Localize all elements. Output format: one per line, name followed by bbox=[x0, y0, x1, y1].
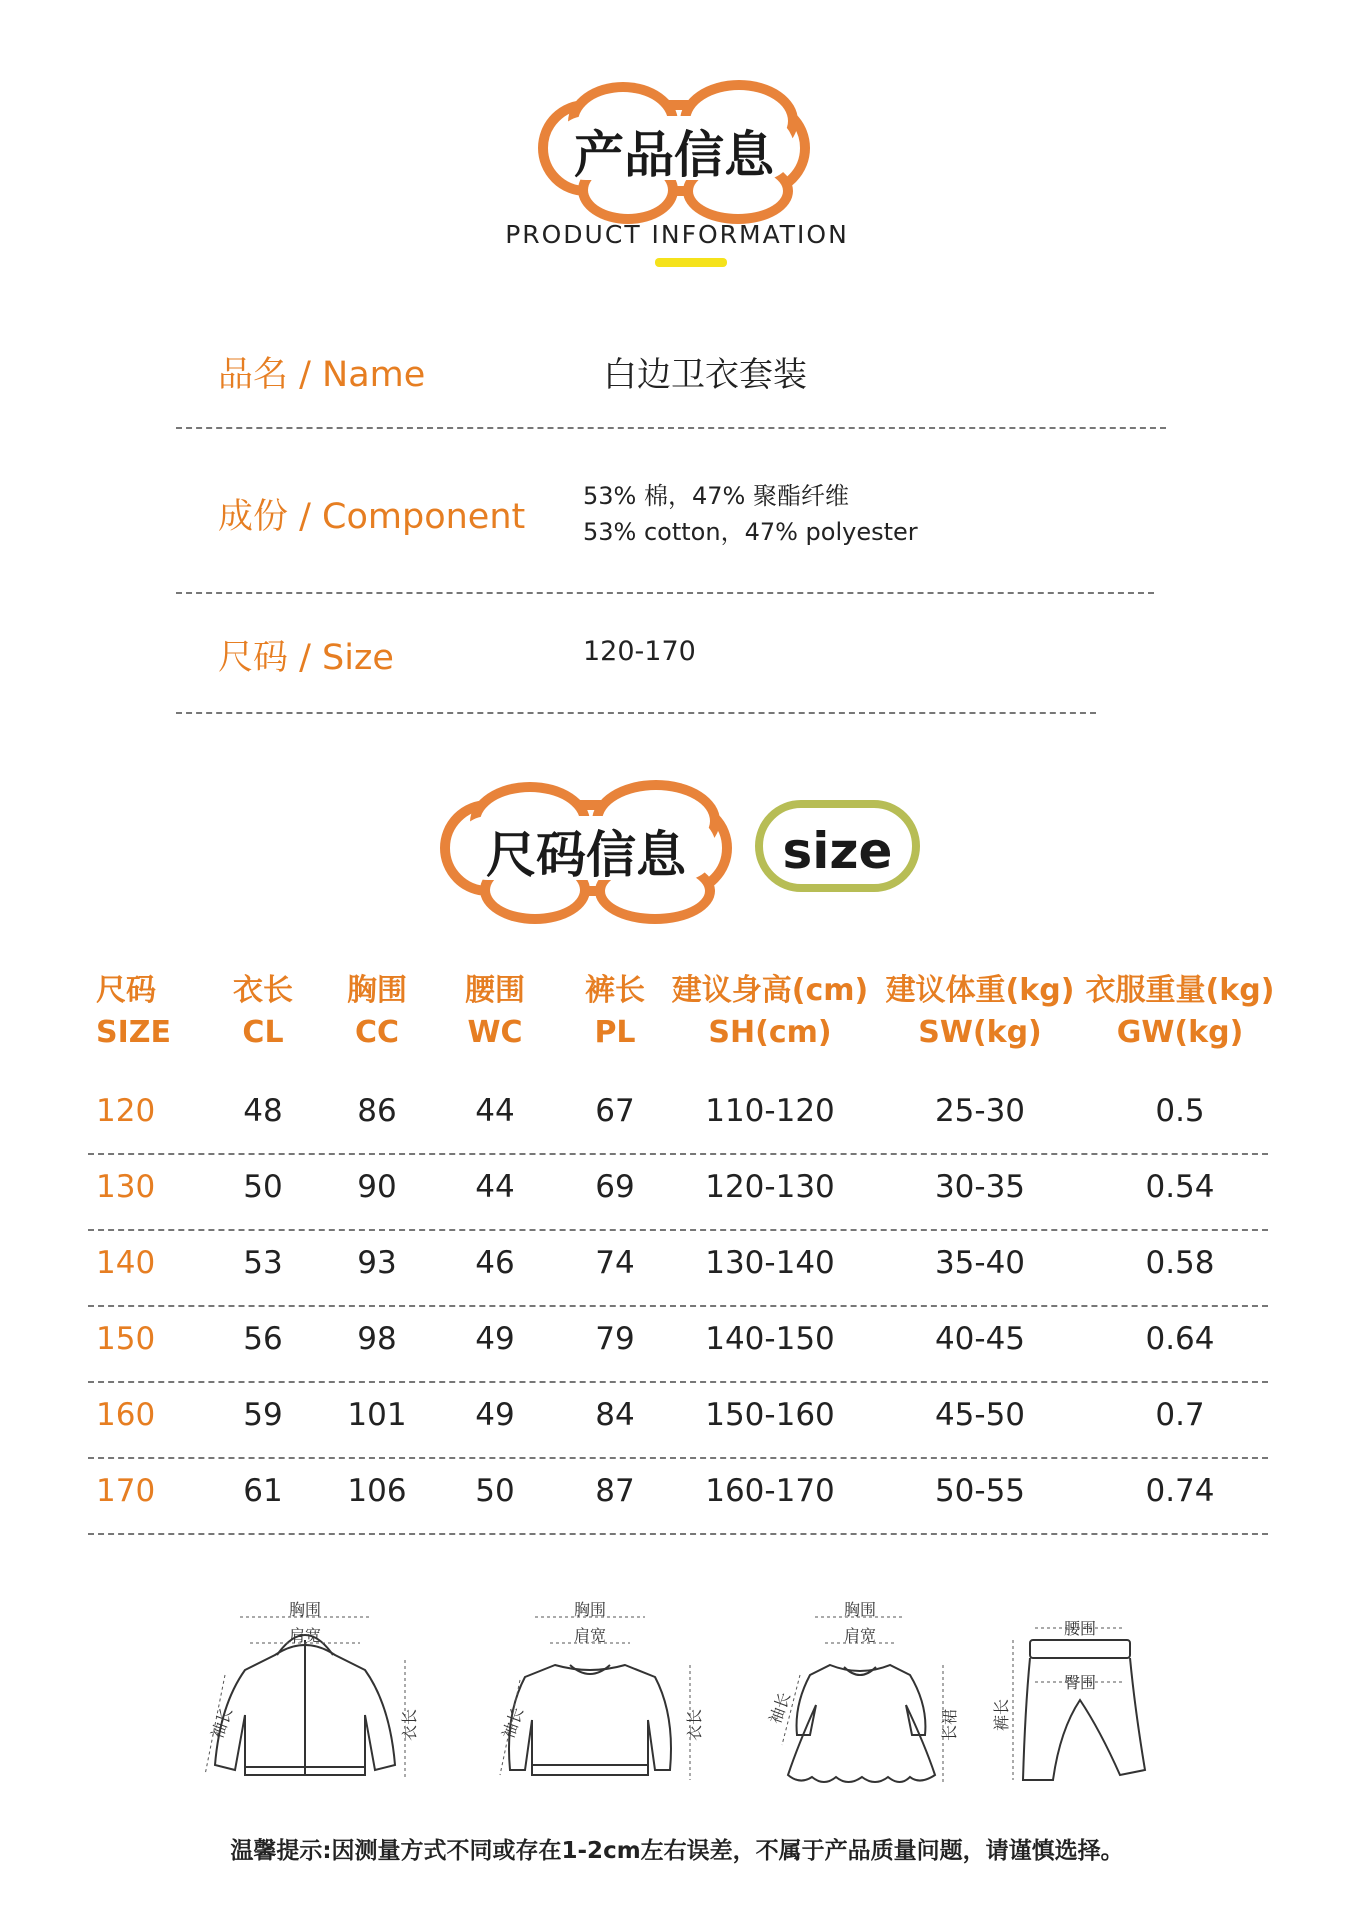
sweater-sleeve-label: 袖长 bbox=[498, 1704, 528, 1742]
table-cell: 61 bbox=[243, 1473, 283, 1509]
size-value: 120-170 bbox=[583, 636, 696, 667]
table-header bbox=[665, 970, 875, 1054]
table-header bbox=[440, 970, 550, 1054]
dress-shoulder-label: 肩宽 bbox=[843, 1626, 877, 1645]
table-cell-size: 130 bbox=[96, 1169, 156, 1205]
table-cell-size: 160 bbox=[96, 1397, 156, 1433]
dress-diagram bbox=[760, 1595, 960, 1795]
component-value-cn: 53% 棉，47% 聚酯纤维 bbox=[583, 482, 849, 510]
table-cell: 0.5 bbox=[1155, 1093, 1205, 1129]
table-cell: 40-45 bbox=[934, 1321, 1026, 1357]
product-info-title: 产品信息 bbox=[574, 126, 774, 184]
table-cell: 98 bbox=[357, 1321, 397, 1357]
table-header bbox=[560, 970, 670, 1054]
table-header bbox=[322, 970, 432, 1054]
table-header-cn: 建议身高(cm) bbox=[671, 973, 869, 1008]
table-cell-size: 170 bbox=[96, 1473, 156, 1509]
row-divider bbox=[88, 1153, 1268, 1155]
table-cell: 50-55 bbox=[934, 1473, 1026, 1509]
table-header-cn: 尺码 bbox=[96, 973, 156, 1008]
pants-diagram bbox=[992, 1619, 1165, 1800]
row-divider bbox=[88, 1229, 1268, 1231]
table-cell: 110-120 bbox=[705, 1093, 835, 1129]
table-cell: 50 bbox=[475, 1473, 515, 1509]
table-cell: 0.7 bbox=[1155, 1397, 1205, 1433]
table-cell-size: 150 bbox=[96, 1321, 156, 1357]
table-cell: 0.74 bbox=[1145, 1473, 1215, 1509]
row-divider bbox=[88, 1457, 1268, 1459]
table-header-cn: 裤长 bbox=[585, 973, 645, 1008]
table-cell-size: 120 bbox=[96, 1093, 156, 1129]
table-header-cn: 建议体重(kg) bbox=[885, 973, 1075, 1008]
table-cell: 140-150 bbox=[705, 1321, 835, 1357]
table-header bbox=[208, 970, 318, 1054]
sweater-length-label: 衣长 bbox=[685, 1708, 704, 1742]
table-cell: 0.54 bbox=[1145, 1169, 1215, 1205]
table-cell: 25-30 bbox=[934, 1093, 1026, 1129]
table-cell: 84 bbox=[595, 1397, 635, 1433]
pants-waist-label: 腰围 bbox=[1063, 1619, 1097, 1638]
row-divider bbox=[88, 1381, 1268, 1383]
sweater-chest-label: 胸围 bbox=[573, 1600, 607, 1619]
table-cell: 0.64 bbox=[1145, 1321, 1215, 1357]
table-header-en: SIZE bbox=[96, 1015, 172, 1050]
divider bbox=[176, 712, 1096, 714]
product-info-subtitle: PRODUCT INFORMATION bbox=[505, 220, 849, 249]
table-header-cn: 衣服重量(kg) bbox=[1085, 973, 1275, 1008]
table-cell: 120-130 bbox=[705, 1169, 835, 1205]
table-header-en: SW(kg) bbox=[918, 1015, 1042, 1050]
table-header bbox=[96, 970, 206, 1054]
table-cell: 86 bbox=[357, 1093, 397, 1129]
table-cell: 30-35 bbox=[934, 1169, 1026, 1205]
table-header-cn: 腰围 bbox=[465, 973, 525, 1008]
subtitle-underline bbox=[655, 258, 727, 267]
sweater-diagram bbox=[490, 1595, 720, 1795]
dress-sleeve-label: 袖长 bbox=[765, 1689, 795, 1727]
table-cell: 46 bbox=[475, 1245, 515, 1281]
table-cell: 44 bbox=[475, 1093, 515, 1129]
table-header-en: PL bbox=[594, 1015, 636, 1050]
table-cell: 160-170 bbox=[705, 1473, 835, 1509]
size-label: 尺码 / Size bbox=[218, 638, 394, 678]
row-divider bbox=[88, 1533, 1268, 1535]
table-cell: 79 bbox=[595, 1321, 635, 1357]
table-cell: 130-140 bbox=[705, 1245, 835, 1281]
component-value-en: 53% cotton，47% polyester bbox=[583, 518, 918, 546]
jacket-diagram bbox=[205, 1595, 435, 1795]
table-header-en: CL bbox=[242, 1015, 284, 1050]
table-header-en: WC bbox=[467, 1015, 523, 1050]
table-cell: 93 bbox=[357, 1245, 397, 1281]
measurement-note: 温馨提示:因测量方式不同或存在1-2cm左右误差，不属于产品质量问题，请谨慎选择。 bbox=[230, 1838, 1124, 1864]
table-cell-size: 140 bbox=[96, 1245, 156, 1281]
table-cell: 59 bbox=[243, 1397, 283, 1433]
table-cell: 44 bbox=[475, 1169, 515, 1205]
table-cell: 48 bbox=[243, 1093, 283, 1129]
table-cell: 106 bbox=[347, 1473, 407, 1509]
jacket-sleeve-label: 袖长 bbox=[207, 1704, 237, 1742]
table-cell: 69 bbox=[595, 1169, 635, 1205]
table-cell: 50 bbox=[243, 1169, 283, 1205]
size-tag bbox=[755, 800, 920, 892]
component-label: 成份 / Component bbox=[218, 497, 526, 537]
jacket-shoulder-label: 肩宽 bbox=[288, 1626, 322, 1645]
table-header-en: CC bbox=[354, 1015, 400, 1050]
table-header-en: GW(kg) bbox=[1116, 1015, 1244, 1050]
size-tag-text: size bbox=[782, 822, 893, 880]
table-cell: 49 bbox=[475, 1321, 515, 1357]
table-cell: 150-160 bbox=[705, 1397, 835, 1433]
table-header-en: SH(cm) bbox=[708, 1015, 832, 1050]
table-cell: 56 bbox=[243, 1321, 283, 1357]
table-cell: 35-40 bbox=[934, 1245, 1026, 1281]
table-header bbox=[1080, 970, 1280, 1054]
pants-hip-label: 臀围 bbox=[1063, 1673, 1097, 1692]
table-cell: 49 bbox=[475, 1397, 515, 1433]
table-cell: 53 bbox=[243, 1245, 283, 1281]
dress-length-label: 长裙 bbox=[940, 1708, 959, 1742]
dress-chest-label: 胸围 bbox=[843, 1600, 877, 1619]
table-header-cn: 胸围 bbox=[347, 973, 407, 1008]
table-cell: 87 bbox=[595, 1473, 635, 1509]
table-cell: 0.58 bbox=[1145, 1245, 1215, 1281]
table-cell: 101 bbox=[347, 1397, 407, 1433]
divider bbox=[176, 592, 1154, 594]
table-cell: 45-50 bbox=[934, 1397, 1026, 1433]
pants-length-label: 裤长 bbox=[992, 1698, 1011, 1732]
table-header-cn: 衣长 bbox=[233, 973, 293, 1008]
divider bbox=[176, 427, 1166, 429]
size-info-title: 尺码信息 bbox=[486, 826, 686, 884]
table-cell: 67 bbox=[595, 1093, 635, 1129]
jacket-chest-label: 胸围 bbox=[288, 1600, 322, 1619]
row-divider bbox=[88, 1305, 1268, 1307]
name-label: 品名 / Name bbox=[218, 355, 426, 395]
table-header bbox=[875, 970, 1085, 1054]
table-cell: 90 bbox=[357, 1169, 397, 1205]
table-cell: 74 bbox=[595, 1245, 635, 1281]
sweater-shoulder-label: 肩宽 bbox=[573, 1626, 607, 1645]
jacket-length-label: 衣长 bbox=[400, 1708, 419, 1742]
name-value: 白边卫衣套装 bbox=[603, 355, 807, 395]
